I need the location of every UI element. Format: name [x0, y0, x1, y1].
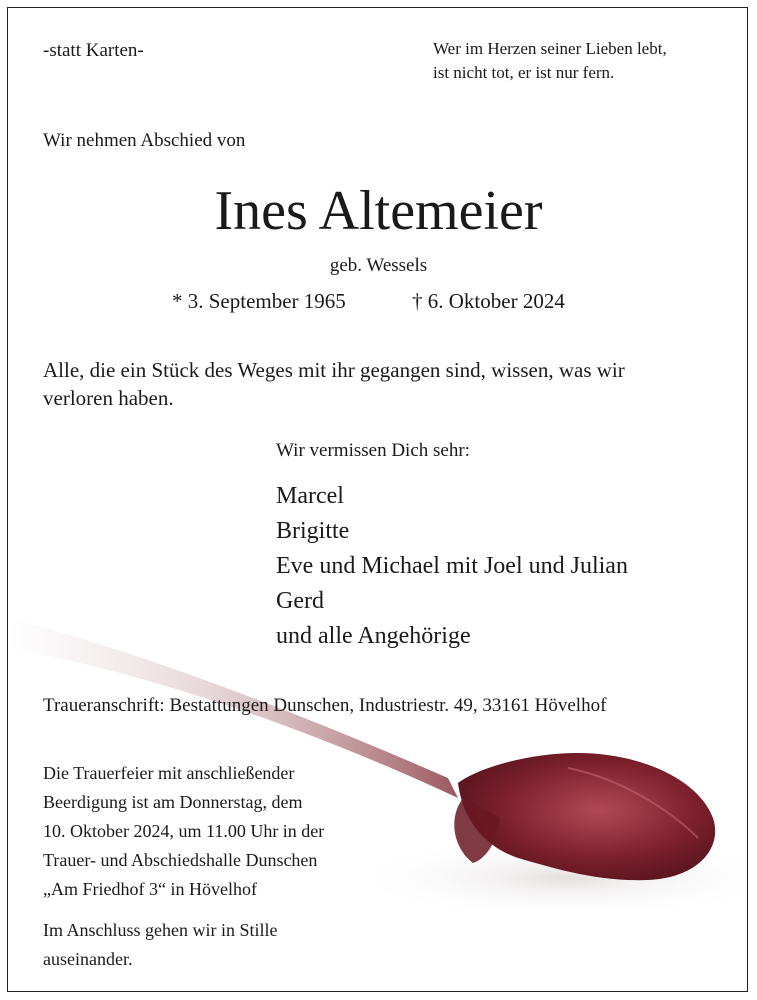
ceremony-line: 10. Oktober 2024, um 11.00 Uhr in der [43, 821, 325, 841]
quote-line-1: Wer im Herzen seiner Lieben lebt, [433, 39, 667, 58]
ceremony-line: Trauer- und Abschiedshalle Dunschen [43, 850, 318, 870]
mourner-name: Brigitte [276, 518, 350, 544]
mourner-name: Gerd [276, 588, 324, 614]
mourner-name: Eve und Michael mit Joel und Julian [276, 553, 628, 579]
quote-line-2: ist nicht tot, er ist nur fern. [433, 63, 615, 82]
mourner-name: Marcel [276, 483, 344, 509]
message-line-2: verloren haben. [43, 386, 174, 410]
intro-text: Wir nehmen Abschied von [43, 130, 246, 151]
death-date: † 6. Oktober 2024 [412, 289, 565, 313]
ceremony-details [43, 759, 324, 904]
obituary-notice [7, 7, 748, 992]
mourning-address: Traueranschrift: Bestattungen Dunschen, Industriestr. 49, 33161 Hövelhof [43, 695, 607, 716]
mourners-list [276, 479, 628, 654]
closing-line: Im Anschluss gehen wir in Stille [43, 920, 278, 940]
ceremony-line: Die Trauerfeier mit anschließender [43, 763, 295, 783]
closing-note [43, 916, 277, 974]
mourners-heading: Wir vermissen Dich sehr: [276, 440, 470, 461]
birth-date: * 3. September 1965 [172, 289, 346, 313]
mourner-name: und alle Angehörige [276, 623, 471, 649]
closing-line: auseinander. [43, 949, 133, 969]
ceremony-line: „Am Friedhof 3“ in Hövelhof [43, 879, 257, 899]
message-line-1: Alle, die ein Stück des Weges mit ihr gegangen sind, wissen, was wir [43, 358, 625, 382]
maiden-name: geb. Wessels [329, 255, 428, 276]
deceased-name: Ines Altemeier [214, 180, 543, 242]
statt-karten-note: -statt Karten- [43, 40, 144, 61]
ceremony-line: Beerdigung ist am Donnerstag, dem [43, 792, 303, 812]
